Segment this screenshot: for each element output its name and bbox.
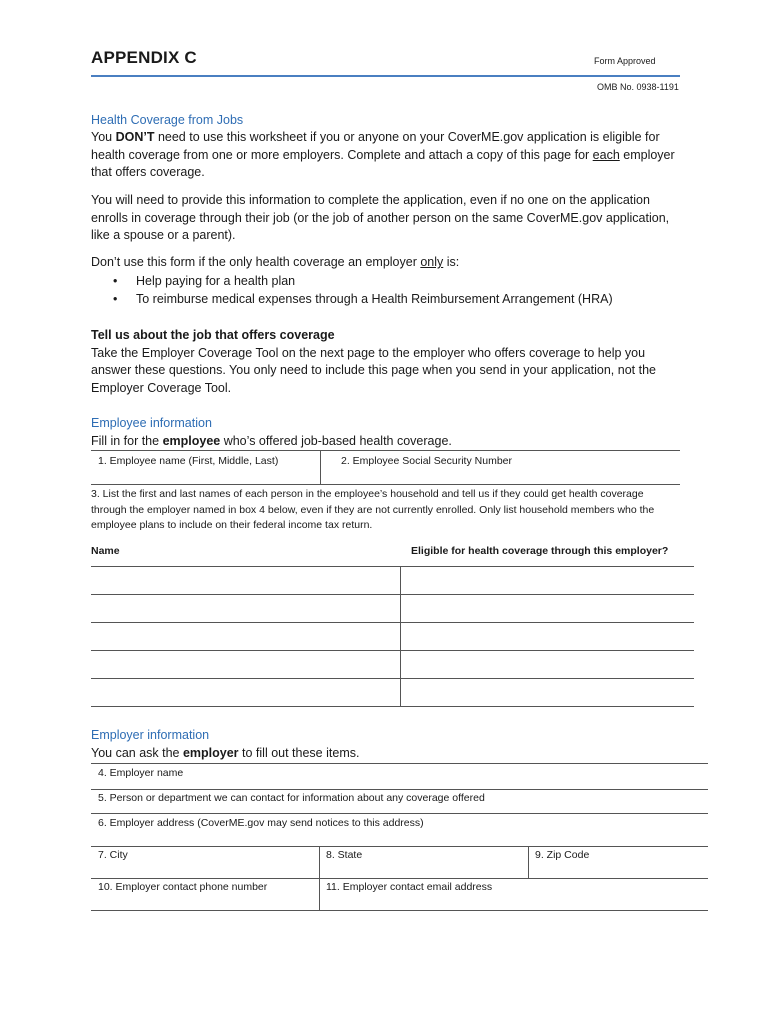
box-rule [91,763,708,764]
employer-email-field[interactable]: 11. Employer contact email address [326,881,493,893]
household-eligible-input[interactable] [401,651,694,678]
col-header-name: Name [91,545,120,557]
household-eligible-input[interactable] [401,595,694,622]
employer-address-field[interactable]: 6. Employer address (CoverME.gov may send notices to this address) [98,817,424,829]
employer-heading: Employer information [91,728,210,742]
employee-intro-c: who’s offered job-based health coverage. [220,434,452,448]
p1-underline: each [592,147,620,162]
p1-text-e: employer that offers coverage. [91,147,675,179]
p3-underline: only [420,255,444,269]
household-name-input[interactable] [91,679,399,706]
employer-contact-person-field[interactable]: 5. Person or department we can contact for information about any coverage offered [98,792,485,804]
household-eligible-input[interactable] [401,567,694,594]
job-offer-text: Take the Employer Coverage Tool on the next page to the employer who offers coverage to help you answer these questions. You only need to include this page when you send in your application, not the Employer Coverage Tool. [91,345,656,395]
household-name-input[interactable] [91,567,399,594]
employer-intro-emphasis: employer [182,746,239,760]
employee-name-field[interactable]: 1. Employee name (First, Middle, Last) [98,455,279,467]
job-offer-section [91,327,681,397]
omb-number: OMB No. 0938-1191 [597,82,679,92]
household-name-input[interactable] [91,623,399,650]
table-rule [91,706,694,707]
jobs-heading: Health Coverage from Jobs [91,113,244,127]
employee-heading: Employee information [91,416,212,430]
employer-name-field[interactable]: 4. Employer name [98,767,184,779]
zip-code-field[interactable]: 9. Zip Code [535,849,590,861]
p2-text: You will need to provide this information to complete the application, even if no one on the application enrolls in coverage through their job (or the job of another person on the same CoverME.gov application, like a spouse or a parent). [91,193,670,242]
employee-intro-emphasis: employee [162,434,221,448]
box-rule [91,878,708,879]
household-instructions: 3. List the first and last names of each person in the employee’s household and tell us if they could get health coverage through the employer named in box 4 below, even if they are not currently enrolled. Only list household members who the employee plans to include on their federal income tax return. [91,488,655,531]
household-eligible-input[interactable] [401,623,694,650]
p3-text-a: Don’t use this form if the only health coverage an employer [91,255,421,269]
p1-text-c: need to use this worksheet if you or anyone on your CoverME.gov application is eligible for health coverage from one or more employers. Complete and attach a copy of this page for [91,130,660,162]
jobs-bullet-list [91,272,681,308]
city-field[interactable]: 7. City [98,849,128,861]
employee-intro-a: Fill in for the [91,434,163,448]
header-rule [91,75,680,77]
employee-ssn-field[interactable]: 2. Employee Social Security Number [341,455,512,467]
box-rule [91,484,680,485]
state-field[interactable]: 8. State [326,849,363,861]
box-rule [91,789,708,790]
household-name-input[interactable] [91,595,399,622]
box-rule [91,846,708,847]
box-divider [528,846,529,878]
p1-emphasis: DON’T [115,130,155,144]
household-name-input[interactable] [91,651,399,678]
p3-text-c: is: [443,255,460,269]
jobs-paragraph-2 [91,192,681,245]
jobs-paragraph-1 [91,129,681,182]
household-eligible-input[interactable] [401,679,694,706]
page-title: APPENDIX C [91,48,197,67]
box-rule [91,450,680,451]
box-rule [91,910,708,911]
job-offer-heading: Tell us about the job that offers coverage [91,328,335,342]
bullet-item: • To reimburse medical expenses through a Health Reimbursement Arrangement (HRA) [91,290,681,308]
bullet-item: • Help paying for a health plan [91,272,681,290]
employer-intro-a: You can ask the [91,746,183,760]
jobs-paragraph-3 [91,254,681,308]
employee-intro [91,433,681,451]
employer-phone-field[interactable]: 10. Employer contact phone number [98,881,268,893]
col-header-eligible: Eligible for health coverage through this employer? [411,545,669,557]
employer-intro [91,745,681,763]
form-approved-label: Form Approved [594,56,656,66]
box-rule [91,813,708,814]
employer-intro-c: to fill out these items. [238,746,360,760]
box-divider [320,450,321,484]
p1-text-a: You [91,130,116,144]
household-table [91,566,694,707]
